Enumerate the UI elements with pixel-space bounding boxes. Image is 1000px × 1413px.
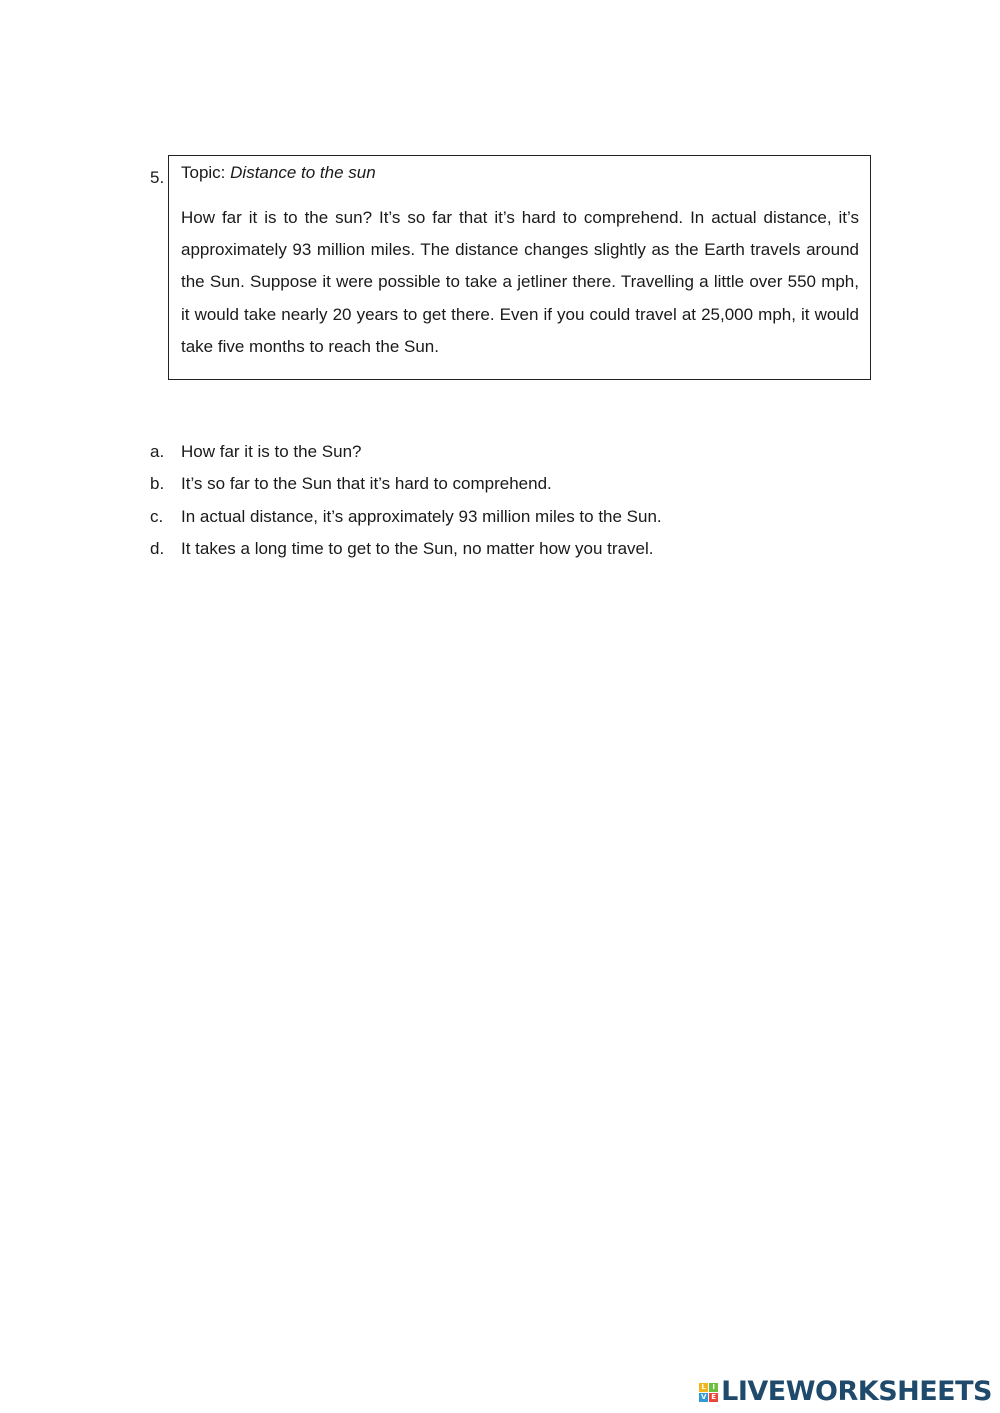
- option-text: It’s so far to the Sun that it’s hard to comprehend.: [181, 474, 552, 494]
- option-letter: c.: [150, 506, 164, 526]
- topic-title: Distance to the sun: [230, 163, 376, 182]
- liveworksheets-logo-icon: [699, 1383, 718, 1402]
- topic-box: [168, 155, 871, 380]
- question-number: 5.: [150, 168, 165, 187]
- option-letter: a.: [150, 442, 165, 461]
- option-letter: d.: [150, 538, 165, 558]
- topic-label: Topic:: [181, 163, 226, 182]
- option-text: How far it is to the Sun?: [181, 442, 362, 461]
- option-text: It takes a long time to get to the Sun, no matter how you travel.: [181, 538, 654, 558]
- logo-mark-e: E: [709, 1393, 718, 1402]
- option-letter: b.: [150, 474, 165, 494]
- logo-text: LIVEWORKSHEETS: [721, 1376, 992, 1407]
- option-text: In actual distance, it’s approximately 93 million miles to the Sun.: [181, 506, 662, 526]
- liveworksheets-logo: [699, 1377, 992, 1407]
- reading-passage: How far it is to the sun? It’s so far that it’s hard to comprehend. In actual distance, it’s approximately 93 million miles. The distance changes slightly as the Earth travels around the Sun. Suppose it were possible to take a jetliner there. Travelling a little over 550 mph, it would take nearly 20 years to get there. Even if you could travel at 25,000 mph, it would take five months to reach the Sun.: [181, 208, 859, 356]
- logo-mark-i: I: [709, 1383, 718, 1392]
- logo-mark-l: L: [699, 1383, 708, 1392]
- topic-heading: [181, 162, 376, 184]
- logo-mark-v: V: [700, 1392, 707, 1401]
